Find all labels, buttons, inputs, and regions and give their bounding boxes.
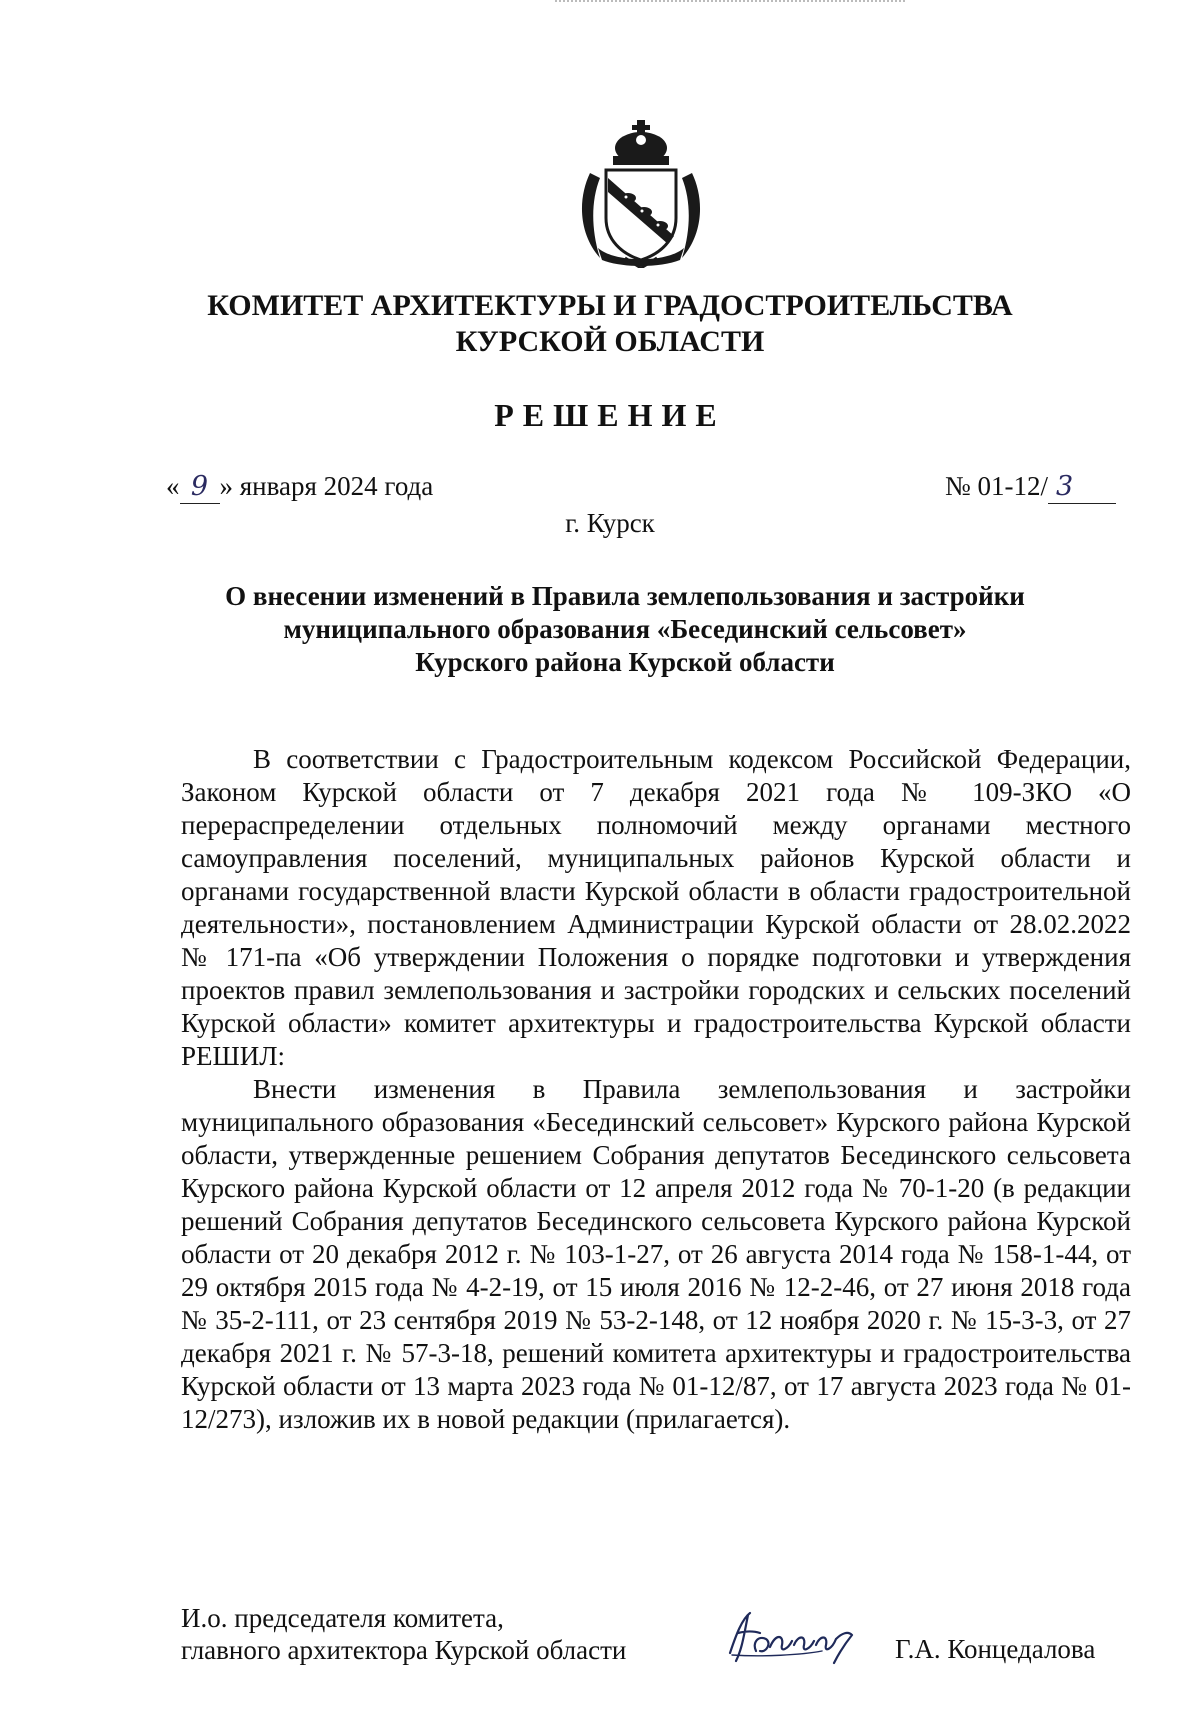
document-type-title: РЕШЕНИЕ	[494, 397, 726, 433]
date-open-quote: «	[166, 471, 180, 501]
document-body	[181, 743, 1131, 1436]
signatory-position-line-2: главного архитектора Курской области	[181, 1635, 627, 1665]
signatory-position	[181, 1602, 626, 1666]
body-paragraph-1: В соответствии с Градостроительным кодексом Российской Федерации, Законом Курской области от 7 декабря 2021 года № 109-ЗКО «О перераспределении отдельных полномочий между органами местного самоуправления поселений, муниципальных районов Курской области и органами государственной власти Курской области в области градостроительной деятельности», постановлением Администрации Курской области от 28.02.2022 № 171-па «Об утверждении Положения о порядке подготовки и утверждения проектов правил землепользования и застройки городских и сельских поселений Курской области» комитет архитектуры и градостроительства Курской области РЕШИЛ:	[181, 744, 1131, 1071]
scan-artifact	[555, 0, 905, 6]
document-number	[945, 470, 1116, 504]
handwritten-signature-icon	[722, 1605, 857, 1665]
document-number-handwritten: 3	[1048, 471, 1116, 504]
agency-name-line-2: КУРСКОЙ ОБЛАСТИ	[455, 325, 765, 358]
document-number-prefix: № 01-12/	[945, 471, 1049, 501]
agency-name	[160, 288, 1060, 360]
document-heading	[160, 580, 1090, 679]
date-month-year: » января 2024 года	[219, 471, 434, 501]
document-city: г. Курск	[565, 508, 655, 538]
document-date	[166, 470, 433, 504]
body-paragraph-2: Внести изменения в Правила землепользования и застройки муниципального образования «Бесединский сельсовет» Курского района Курской области, утвержденные решением Собрания депутатов Бесединского сельсовета Курского района Курской области от 12 апреля 2012 года № 70-1-20 (в редакции решений Собрания депутатов Бесединского сельсовета Курского района Курской области от 20 декабря 2012 г. № 103-1-27, от 26 августа 2014 года № 158-1-44, от 29 октября 2015 года № 4-2-19, от 15 июля 2016 № 12-2-46, от 27 июня 2018 года № 35-2-111, от 23 сентября 2019 № 53-2-148, от 12 ноября 2020 г. № 15-3-3, от 27 декабря 2021 г. № 57-3-18, решений комитета архитектуры и градостроительства Курской области от 13 марта 2023 года № 01-12/87, от 17 августа 2023 года № 01-12/273), изложив их в новой редакции (прилагается).	[181, 1074, 1131, 1434]
heading-line-2: муниципального образования «Бесединский сельсовет»	[283, 614, 967, 644]
kursk-oblast-coat-of-arms-icon	[570, 118, 712, 268]
signatory-name: Г.А. Концедалова	[895, 1634, 1096, 1664]
signatory-position-line-1: И.о. председателя комитета,	[181, 1603, 504, 1633]
agency-name-line-1: КОМИТЕТ АРХИТЕКТУРЫ И ГРАДОСТРОИТЕЛЬСТВА	[207, 289, 1013, 322]
date-day-handwritten: 9	[180, 471, 220, 504]
heading-line-1: О внесении изменений в Правила землепользования и застройки	[225, 581, 1025, 611]
heading-line-3: Курского района Курской области	[415, 647, 835, 677]
